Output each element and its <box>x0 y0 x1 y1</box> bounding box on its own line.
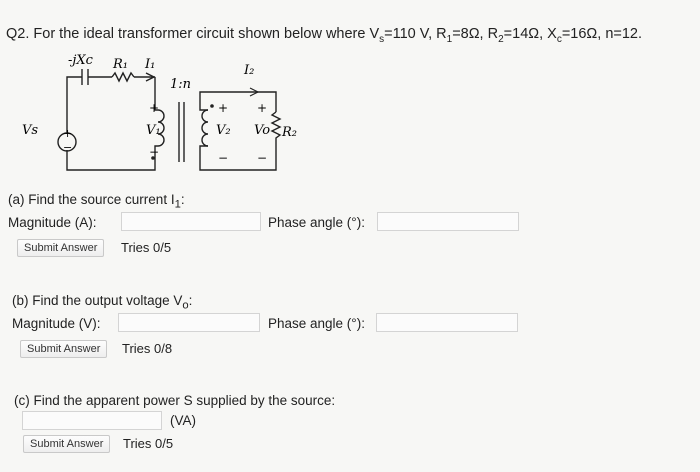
svg-text:+: + <box>63 127 73 140</box>
question-number: Q2. <box>6 26 30 42</box>
i2-label: I₂ <box>244 63 255 78</box>
part-b-magnitude-input[interactable] <box>118 313 260 332</box>
part-a-magnitude-label: Magnitude (A): <box>8 215 97 230</box>
part-b-submit-button[interactable]: Submit Answer <box>20 340 107 358</box>
part-c-power-input[interactable] <box>22 411 162 430</box>
svg-text:+: + <box>218 101 229 115</box>
part-b-tries: Tries 0/8 <box>122 341 173 356</box>
part-c-prompt: (c) Find the apparent power S supplied by the source: <box>14 393 336 408</box>
v2-label: V₂ <box>216 123 231 138</box>
transformer-circuit-diagram <box>12 52 312 182</box>
question-text: Q2. For the ideal transformer circuit shown below where $V_s=110$ V, $R_1=8\Omega$, $R_2=14\Omega$, $X_c=16\Omega$, n=12. <box>6 26 643 45</box>
part-b-phase-label: Phase angle (°): <box>268 316 365 331</box>
r2-label: R₂ <box>282 125 297 140</box>
part-a-magnitude-input[interactable] <box>121 212 261 231</box>
r1-label: R₁ <box>113 57 128 72</box>
turns-ratio-label: 1:n <box>170 77 192 92</box>
svg-text:−: − <box>149 145 160 159</box>
vs-label: Vs <box>22 123 39 138</box>
capacitor-label: -jXc <box>68 53 93 68</box>
part-a-prompt: (a) Find the source current $I_1$: <box>8 192 185 211</box>
part-c-tries: Tries 0/5 <box>123 436 174 451</box>
part-c-unit-label: (VA) <box>170 413 196 428</box>
part-a-tries: Tries 0/5 <box>121 240 172 255</box>
part-a-phase-input[interactable] <box>377 212 519 231</box>
part-c-submit-button[interactable]: Submit Answer <box>23 435 110 453</box>
svg-text:−: − <box>257 151 268 165</box>
svg-text:+: + <box>149 101 160 115</box>
part-b-magnitude-label: Magnitude (V): <box>12 316 101 331</box>
part-a-phase-label: Phase angle (°): <box>268 215 365 230</box>
part-b-phase-input[interactable] <box>376 313 518 332</box>
part-a-submit-button[interactable]: Submit Answer <box>17 239 104 257</box>
svg-text:+: + <box>257 101 268 115</box>
i1-label: I₁ <box>145 57 156 72</box>
vo-label: Vo <box>254 123 271 138</box>
v1-label: V₁ <box>146 123 161 138</box>
part-b-prompt: (b) Find the output voltage $V_o$: <box>12 293 193 312</box>
svg-text:−: − <box>218 151 229 165</box>
svg-text:−: − <box>63 141 73 154</box>
